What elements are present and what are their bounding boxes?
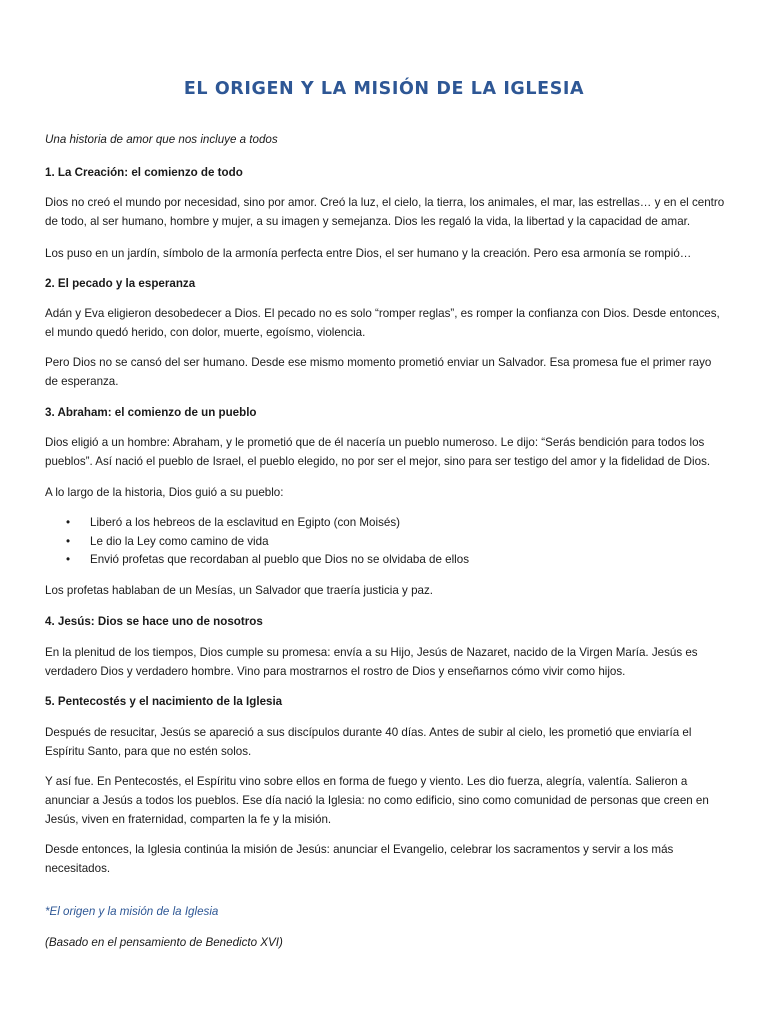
list-item: • Liberó a los hebreos de la esclavitud en Egipto (con Moisés)	[45, 514, 725, 533]
list-item: • Le dio la Ley como camino de vida	[45, 533, 725, 552]
bullet-icon: •	[66, 534, 71, 548]
document-title: EL ORIGEN Y LA MISIÓN DE LA IGLESIA	[183, 79, 585, 99]
bullet-icon: •	[66, 516, 71, 529]
section-1-heading: 1. La Creación: el comienzo de todo	[45, 166, 243, 179]
section-3-paragraph-2: A lo largo de la historia, Dios guió a su pueblo:	[45, 486, 284, 499]
section-5-paragraph-2: Y así fue. En Pentecostés, el Espíritu vino sobre ellos en forma de fuego y viento. Les dio fuerza, alegría, valentía. Salieron a anunciar a Jesús a todos los pueblos. Ese día nació la Iglesia: no como edificio, sino como comunidad de personas que creen en Jesús, viven en fraternidad, comparten la fe y la misión.	[45, 775, 709, 826]
section-1-paragraph-1: Dios no creó el mundo por necesidad, sino por amor. Creó la luz, el cielo, la tierra, los animales, el mar, las estrellas… y en el centro de todo, al ser humano, hombre y mujer, a su imagen y semejanza. Dios les regaló la vida, la libertad y la capacidad de amar.	[45, 196, 725, 228]
footer-note: (Basado en el pensamiento de Benedicto XVI)	[45, 936, 283, 949]
section-2-heading: 2. El pecado y la esperanza	[45, 277, 196, 290]
section-2-paragraph-1: Adán y Eva eligieron desobedecer a Dios. El pecado no es solo “romper reglas”, es romper la confianza con Dios. Desde entonces, el mundo quedó herido, con dolor, muerte, egoísmo, violencia.	[45, 307, 720, 339]
bullet-icon: •	[66, 553, 71, 566]
section-1-paragraph-2: Los puso en un jardín, símbolo de la armonía perfecta entre Dios, el ser humano y la creación. Pero esa armonía se rompió…	[45, 247, 692, 260]
section-3-bullet-list	[45, 514, 725, 570]
section-3-after-text: Los profetas hablaban de un Mesías, un Salvador que traería justicia y paz.	[45, 584, 433, 597]
section-5-paragraph-3: Desde entonces, la Iglesia continúa la misión de Jesús: anunciar el Evangelio, celebrar los sacramentos y servir a los más necesitados.	[45, 843, 674, 875]
document-subtitle: Una historia de amor que nos incluye a todos	[45, 133, 278, 146]
list-item: • Envió profetas que recordaban al pueblo que Dios no se olvidaba de ellos	[45, 551, 725, 570]
section-4-heading: 4. Jesús: Dios se hace uno de nosotros	[45, 615, 263, 628]
section-3-paragraph-1: Dios eligió a un hombre: Abraham, y le prometió que de él nacería un pueblo numeroso. Le dijo: “Serás bendición para todos los pueblos”. Así nació el pueblo de Israel, el pueblo elegido, no por ser el mejor, sino para ser testigo del amor y la fidelidad de Dios.	[45, 436, 711, 468]
section-5-paragraph-1: Después de resucitar, Jesús se apareció a sus discípulos durante 40 días. Antes de subir al cielo, les prometió que enviaría el Espíritu Santo, para que no estén solos.	[45, 726, 692, 758]
footer-title: *El origen y la misión de la Iglesia	[45, 905, 219, 918]
section-4-paragraph-1: En la plenitud de los tiempos, Dios cumple su promesa: envía a su Hijo, Jesús de Nazaret, nacido de la Virgen María. Jesús es verdadero Dios y verdadero hombre. Vino para mostrarnos el rostro de Dios y enseñarnos cómo vivir como hijos.	[45, 646, 698, 678]
section-5-heading: 5. Pentecostés y el nacimiento de la Iglesia	[45, 695, 283, 708]
section-3-heading: 3. Abraham: el comienzo de un pueblo	[45, 406, 257, 419]
section-2-paragraph-2: Pero Dios no se cansó del ser humano. Desde ese mismo momento prometió enviar un Salvador. Esa promesa fue el primer rayo de esperanza.	[45, 356, 712, 388]
